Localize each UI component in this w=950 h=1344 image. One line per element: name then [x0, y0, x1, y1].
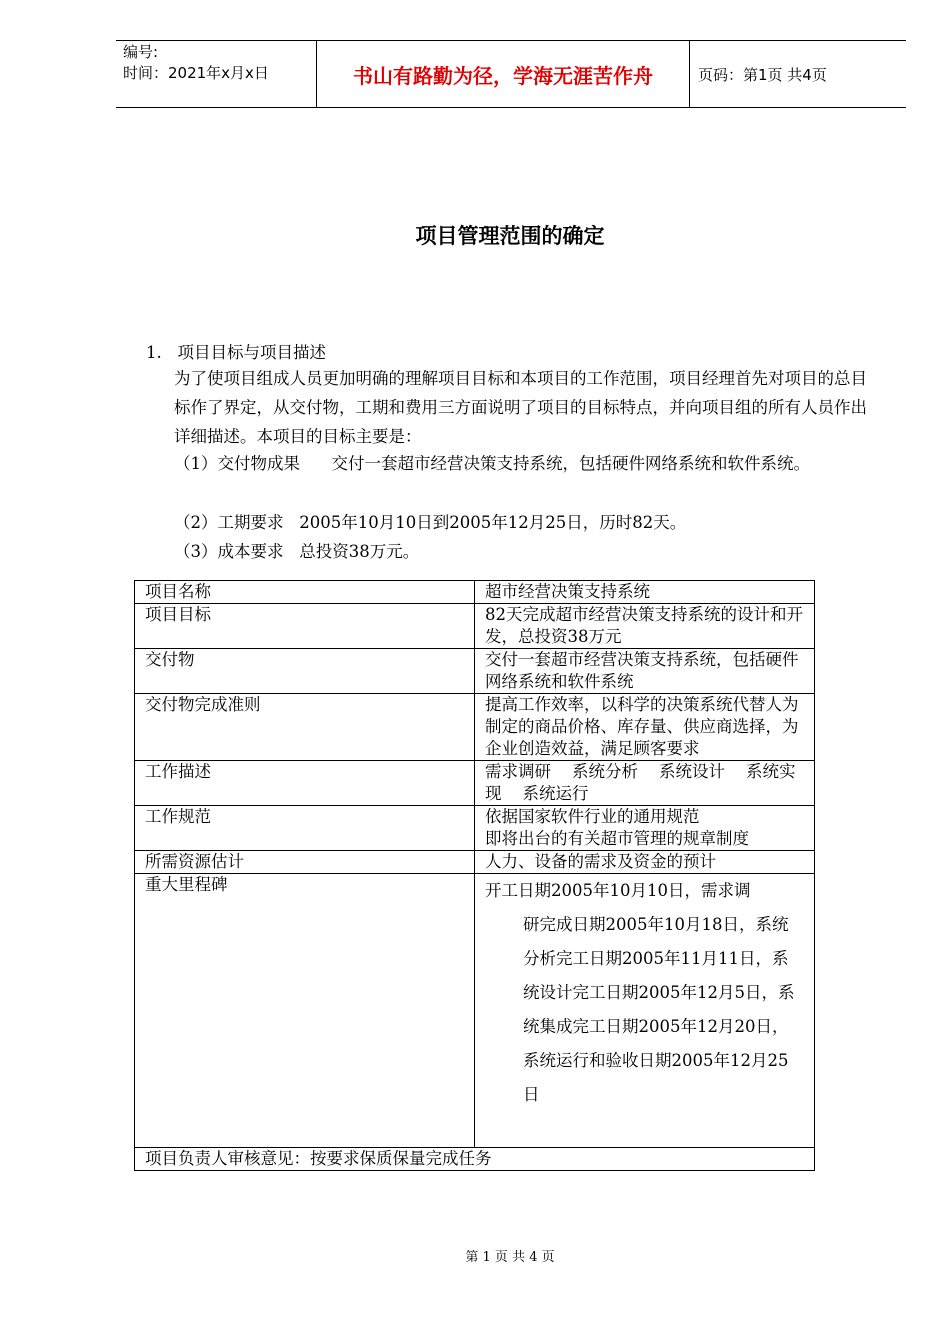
table-row [135, 851, 815, 874]
header-divider-right [689, 41, 690, 108]
row-label: 项目目标 [135, 604, 475, 649]
row-value: 82天完成超市经营决策支持系统的设计和开发，总投资38万元 [475, 604, 815, 649]
row-value: 提高工作效率，以科学的决策系统代替人为制定的商品价格、库存量、供应商选择，为企业创造效益，满足顾客要求 [475, 694, 815, 761]
row-value: 人力、设备的需求及资金的预计 [475, 851, 815, 874]
table-row [135, 581, 815, 604]
table-row [135, 604, 815, 649]
row-label: 重大里程碑 [135, 874, 475, 1148]
table-row [135, 649, 815, 694]
header-number-label: 编号: [123, 43, 159, 61]
review-comment: 项目负责人审核意见：按要求保质保量完成任务 [135, 1148, 815, 1171]
header-meta [123, 42, 269, 84]
row-value-line: 网络系统和软件系统 [485, 672, 634, 691]
row-label: 交付物 [135, 649, 475, 694]
header-top-rule [116, 40, 906, 41]
row-label: 所需资源估计 [135, 851, 475, 874]
row-label: 工作规范 [135, 806, 475, 851]
row-value: 超市经营决策支持系统 [475, 581, 815, 604]
header-motto: 书山有路勤为径，学海无涯苦作舟 [353, 64, 653, 88]
row-label: 工作描述 [135, 761, 475, 806]
row-value: 需求调研 系统分析 系统设计 系统实现 系统运行 [475, 761, 815, 806]
document-title: 项目管理范围的确定 [415, 224, 605, 248]
header-page-info: 页码：第1页 共4页 [698, 66, 827, 84]
table-row [135, 761, 815, 806]
table-row [135, 694, 815, 761]
row-value-line: 即将出台的有关超市管理的规章制度 [485, 829, 749, 848]
page-footer: 第 1 页 共 4 页 [465, 1250, 555, 1265]
header-bottom-rule [116, 107, 906, 108]
table-row [135, 874, 815, 1148]
table-row [135, 806, 815, 851]
row-value [475, 649, 815, 694]
section-intro: 为了使项目组成人员更加明确的理解项目目标和本项目的工作范围，项目经理首先对项目的总目标作了界定，从交付物，工期和费用三方面说明了项目的目标特点，并向项目组的所有人员作出详细描述。本项目的目标主要是： [174, 369, 867, 446]
row-label: 项目名称 [135, 581, 475, 604]
milestone-value [475, 874, 815, 1148]
objective-deliverable: （1）交付物成果 交付一套超市经营决策支持系统，包括硬件网络系统和软件系统。 [174, 454, 810, 473]
objective-cost: （3）成本要求 总投资38万元。 [174, 542, 420, 561]
row-value [475, 806, 815, 851]
header-time-label: 时间：2021年x月x日 [123, 64, 269, 82]
section-heading: 1. 项目目标与项目描述 [146, 343, 326, 362]
table-row [135, 1148, 815, 1171]
milestone-rest: 研完成日期2005年10月18日，系统分析完工日期2005年11月11日，系统设计完工日期2005年12月5日，系统集成完工日期2005年12月20日，系统运行和验收日期2005年12月25日 [523, 915, 795, 1104]
objective-schedule: （2）工期要求 2005年10月10日到2005年12月25日，历时82天。 [174, 513, 687, 532]
row-value-line: 依据国家软件行业的通用规范 [485, 807, 700, 826]
scope-table [134, 580, 815, 1171]
row-value-line: 交付一套超市经营决策支持系统，包括硬件 [485, 650, 799, 669]
milestone-first-line: 开工日期2005年10月10日，需求调 [485, 881, 751, 900]
row-label: 交付物完成准则 [135, 694, 475, 761]
